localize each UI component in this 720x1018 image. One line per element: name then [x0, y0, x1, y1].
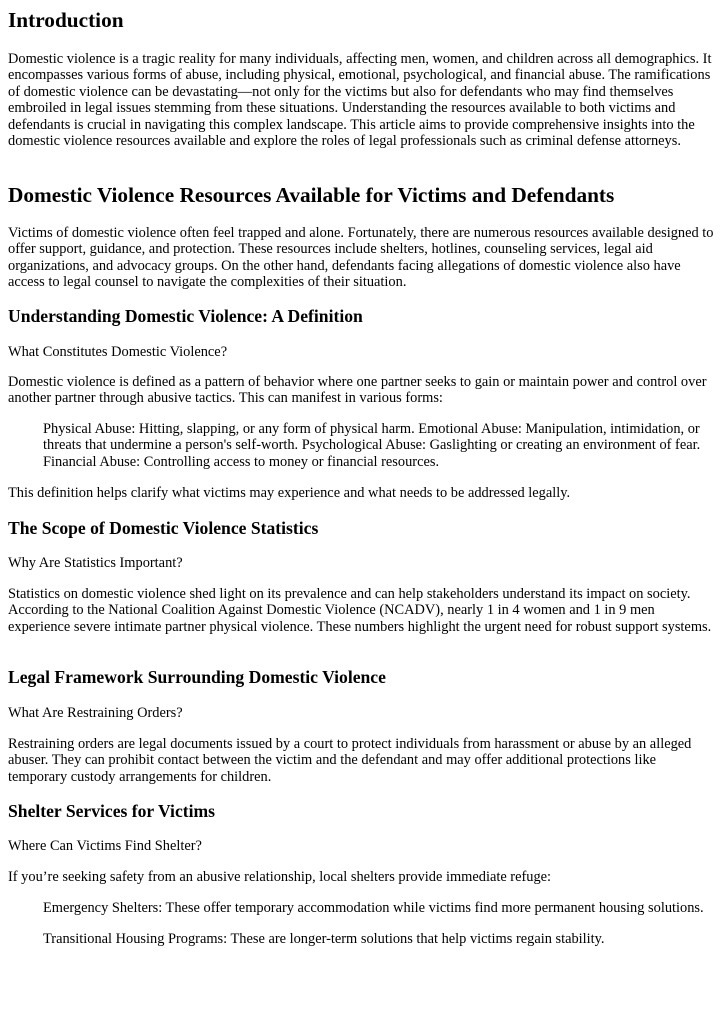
shelter-question: Where Can Victims Find Shelter?: [8, 838, 202, 854]
heading-shelter: Shelter Services for Victims: [8, 801, 216, 821]
legal-question: What Are Restraining Orders?: [8, 705, 183, 721]
resources-paragraph: Victims of domestic violence often feel trapped and alone. Fortunately, there are numerous resources available designed to offer support, guidance, and protection. These resources include shelters, hotlines, counseling services, legal aid organizations, and advocacy groups. On the other hand, defendants facing allegations of domestic violence also have access to legal counsel to navigate the complexities of their situation.: [8, 225, 714, 291]
definition-question: What Constitutes Domestic Violence?: [8, 344, 228, 360]
abuse-forms-list: Physical Abuse: Hitting, slapping, or any form of physical harm. Emotional Abuse: Manipulation, intimidation, or threats that undermine a person's self-worth. Psychological Abuse: Gaslighting or creating an environment of fear. Financial Abuse: Controlling access to money or financial resources.: [43, 421, 701, 470]
statistics-question: Why Are Statistics Important?: [8, 555, 183, 571]
definition-paragraph: Domestic violence is defined as a pattern of behavior where one partner seeks to gain or maintain power and control over another partner through abusive tactics. This can manifest in various forms:: [8, 374, 707, 407]
legal-paragraph: Restraining orders are legal documents issued by a court to protect individuals from harassment or abuse by an alleged abuser. They can prohibit contact between the victim and the defendant and may offer additional protections like temporary custody arrangements for children.: [8, 736, 692, 785]
shelter-paragraph: If you’re seeking safety from an abusive relationship, local shelters provide immediate refuge:: [8, 869, 552, 885]
statistics-paragraph: Statistics on domestic violence shed light on its prevalence and can help stakeholders understand its impact on society. According to the National Coalition Against Domestic Violence (NCADV), nearly 1 in 4 women and 1 in 9 men experience severe intimate partner physical violence. These numbers highlight the urgent need for robust support systems.: [8, 586, 712, 635]
shelter-item-emergency: Emergency Shelters: These offer temporary accommodation while victims find more permanent housing solutions.: [43, 900, 704, 916]
heading-definition: Understanding Domestic Violence: A Definition: [8, 306, 363, 326]
intro-paragraph: Domestic violence is a tragic reality for many individuals, affecting men, women, and children across all demographics. It encompasses various forms of abuse, including physical, emotional, psychological, and financial abuse. The ramifications of domestic violence can be devastating—not only for the victims but also for defendants who may find themselves embroiled in legal issues stemming from these situations. Understanding the resources available to both victims and defendants is crucial in navigating this complex landscape. This article aims to provide comprehensive insights into the domestic violence resources available and explore the roles of legal professionals such as criminal defense attorneys.: [8, 51, 712, 150]
shelter-item-transitional: Transitional Housing Programs: These are longer-term solutions that help victims regain stability.: [43, 931, 605, 947]
heading-resources: Domestic Violence Resources Available for Victims and Defendants: [8, 183, 615, 207]
heading-legal-framework: Legal Framework Surrounding Domestic Violence: [8, 667, 386, 687]
heading-introduction: Introduction: [8, 8, 124, 32]
heading-statistics: The Scope of Domestic Violence Statistics: [8, 518, 319, 538]
definition-after-paragraph: This definition helps clarify what victims may experience and what needs to be addressed legally.: [8, 485, 571, 501]
